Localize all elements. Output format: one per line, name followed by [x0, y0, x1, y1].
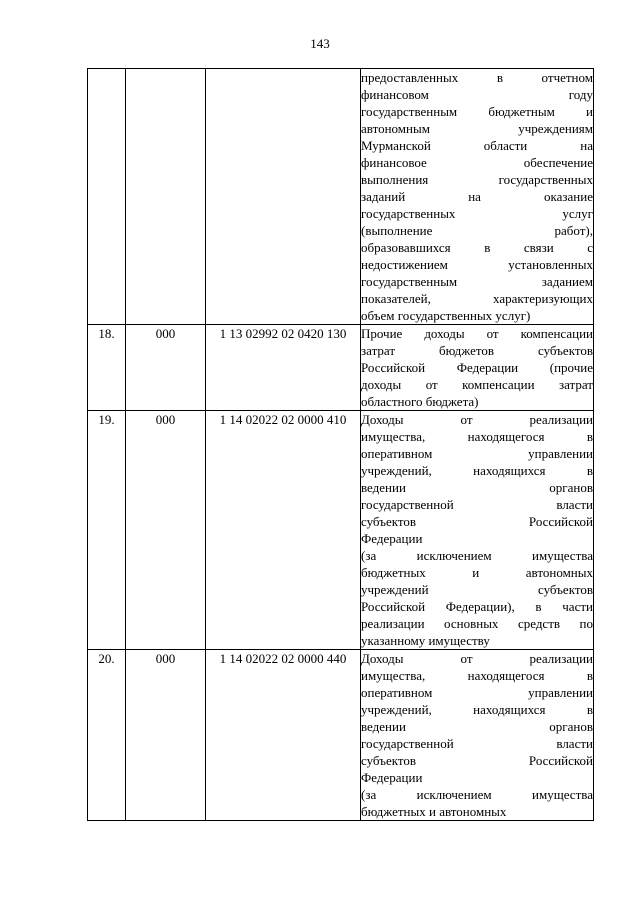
page-number: 143: [310, 36, 330, 51]
description-line: областного бюджета): [361, 394, 479, 409]
budget-classification-code-cell: 1 14 02022 02 0000 440: [206, 650, 361, 821]
description-line: указанному имуществу: [361, 633, 490, 648]
table-row: [88, 325, 594, 411]
description-line: объем государственных услуг): [361, 308, 531, 323]
budget-classification-code-cell: 1 14 02022 02 0000 410: [206, 411, 361, 650]
description-line: ведении органов: [361, 719, 593, 734]
budget-classification-code-cell: 1 13 02992 02 0420 130: [206, 325, 361, 411]
income-description-cell: [361, 69, 594, 325]
description-line: учреждений субъектов: [361, 582, 593, 597]
description-line: оперативном управлении: [361, 685, 593, 700]
description-line: государственным заданием: [361, 274, 593, 289]
description-line: Федерации: [361, 770, 423, 785]
row-number-cell: 18.: [88, 325, 126, 411]
description-line: учреждений, находящихся в: [361, 702, 593, 717]
description-line: имущества, находящегося в: [361, 668, 593, 683]
description-line: государственным бюджетным и: [361, 104, 593, 119]
description-line: Российской Федерации (прочие: [361, 360, 593, 375]
admin-code-cell: 000: [126, 325, 206, 411]
row-number-cell: [88, 69, 126, 325]
row-number-cell: 20.: [88, 650, 126, 821]
description-line: Доходы от реализации: [361, 651, 593, 666]
description-line: учреждений, находящихся в: [361, 463, 593, 478]
description-line: недостижением установленных: [361, 257, 593, 272]
description-line: образовавшихся в связи с: [361, 240, 593, 255]
description-line: финансовом году: [361, 87, 593, 102]
income-description-cell: [361, 411, 594, 650]
description-line: доходы от компенсации затрат: [361, 377, 593, 392]
description-line: автономным учреждениям: [361, 121, 593, 136]
description-line: государственной власти: [361, 497, 593, 512]
description-line: государственных услуг: [361, 206, 593, 221]
table-body: [88, 69, 594, 821]
description-line: Мурманской области на: [361, 138, 593, 153]
description-line: заданий на оказание: [361, 189, 593, 204]
description-line: субъектов Российской: [361, 753, 593, 768]
description-line: реализации основных средств по: [361, 616, 593, 631]
income-description-cell: [361, 650, 594, 821]
table-row: [88, 69, 594, 325]
admin-code-cell: [126, 69, 206, 325]
description-line: показателей, характеризующих: [361, 291, 593, 306]
description-line: ведении органов: [361, 480, 593, 495]
admin-code-cell: 000: [126, 411, 206, 650]
description-line: (за исключением имущества: [361, 548, 593, 563]
description-line: предоставленных в отчетном: [361, 70, 593, 85]
description-line: Доходы от реализации: [361, 412, 593, 427]
admin-code-cell: 000: [126, 650, 206, 821]
table-row: [88, 411, 594, 650]
description-line: бюджетных и автономных: [361, 804, 507, 819]
description-line: субъектов Российской: [361, 514, 593, 529]
description-line: государственной власти: [361, 736, 593, 751]
description-line: Федерации: [361, 531, 423, 546]
description-line: (выполнение работ),: [361, 223, 593, 238]
revenue-codes-table: [87, 68, 594, 821]
description-line: выполнения государственных: [361, 172, 593, 187]
description-line: оперативном управлении: [361, 446, 593, 461]
row-number-cell: 19.: [88, 411, 126, 650]
income-description-cell: [361, 325, 594, 411]
description-line: имущества, находящегося в: [361, 429, 593, 444]
budget-classification-code-cell: [206, 69, 361, 325]
description-line: Прочие доходы от компенсации: [361, 326, 593, 341]
table-row: [88, 650, 594, 821]
description-line: Российской Федерации), в части: [361, 599, 593, 614]
description-line: затрат бюджетов субъектов: [361, 343, 593, 358]
description-line: бюджетных и автономных: [361, 565, 593, 580]
description-line: финансовое обеспечение: [361, 155, 593, 170]
description-line: (за исключением имущества: [361, 787, 593, 802]
